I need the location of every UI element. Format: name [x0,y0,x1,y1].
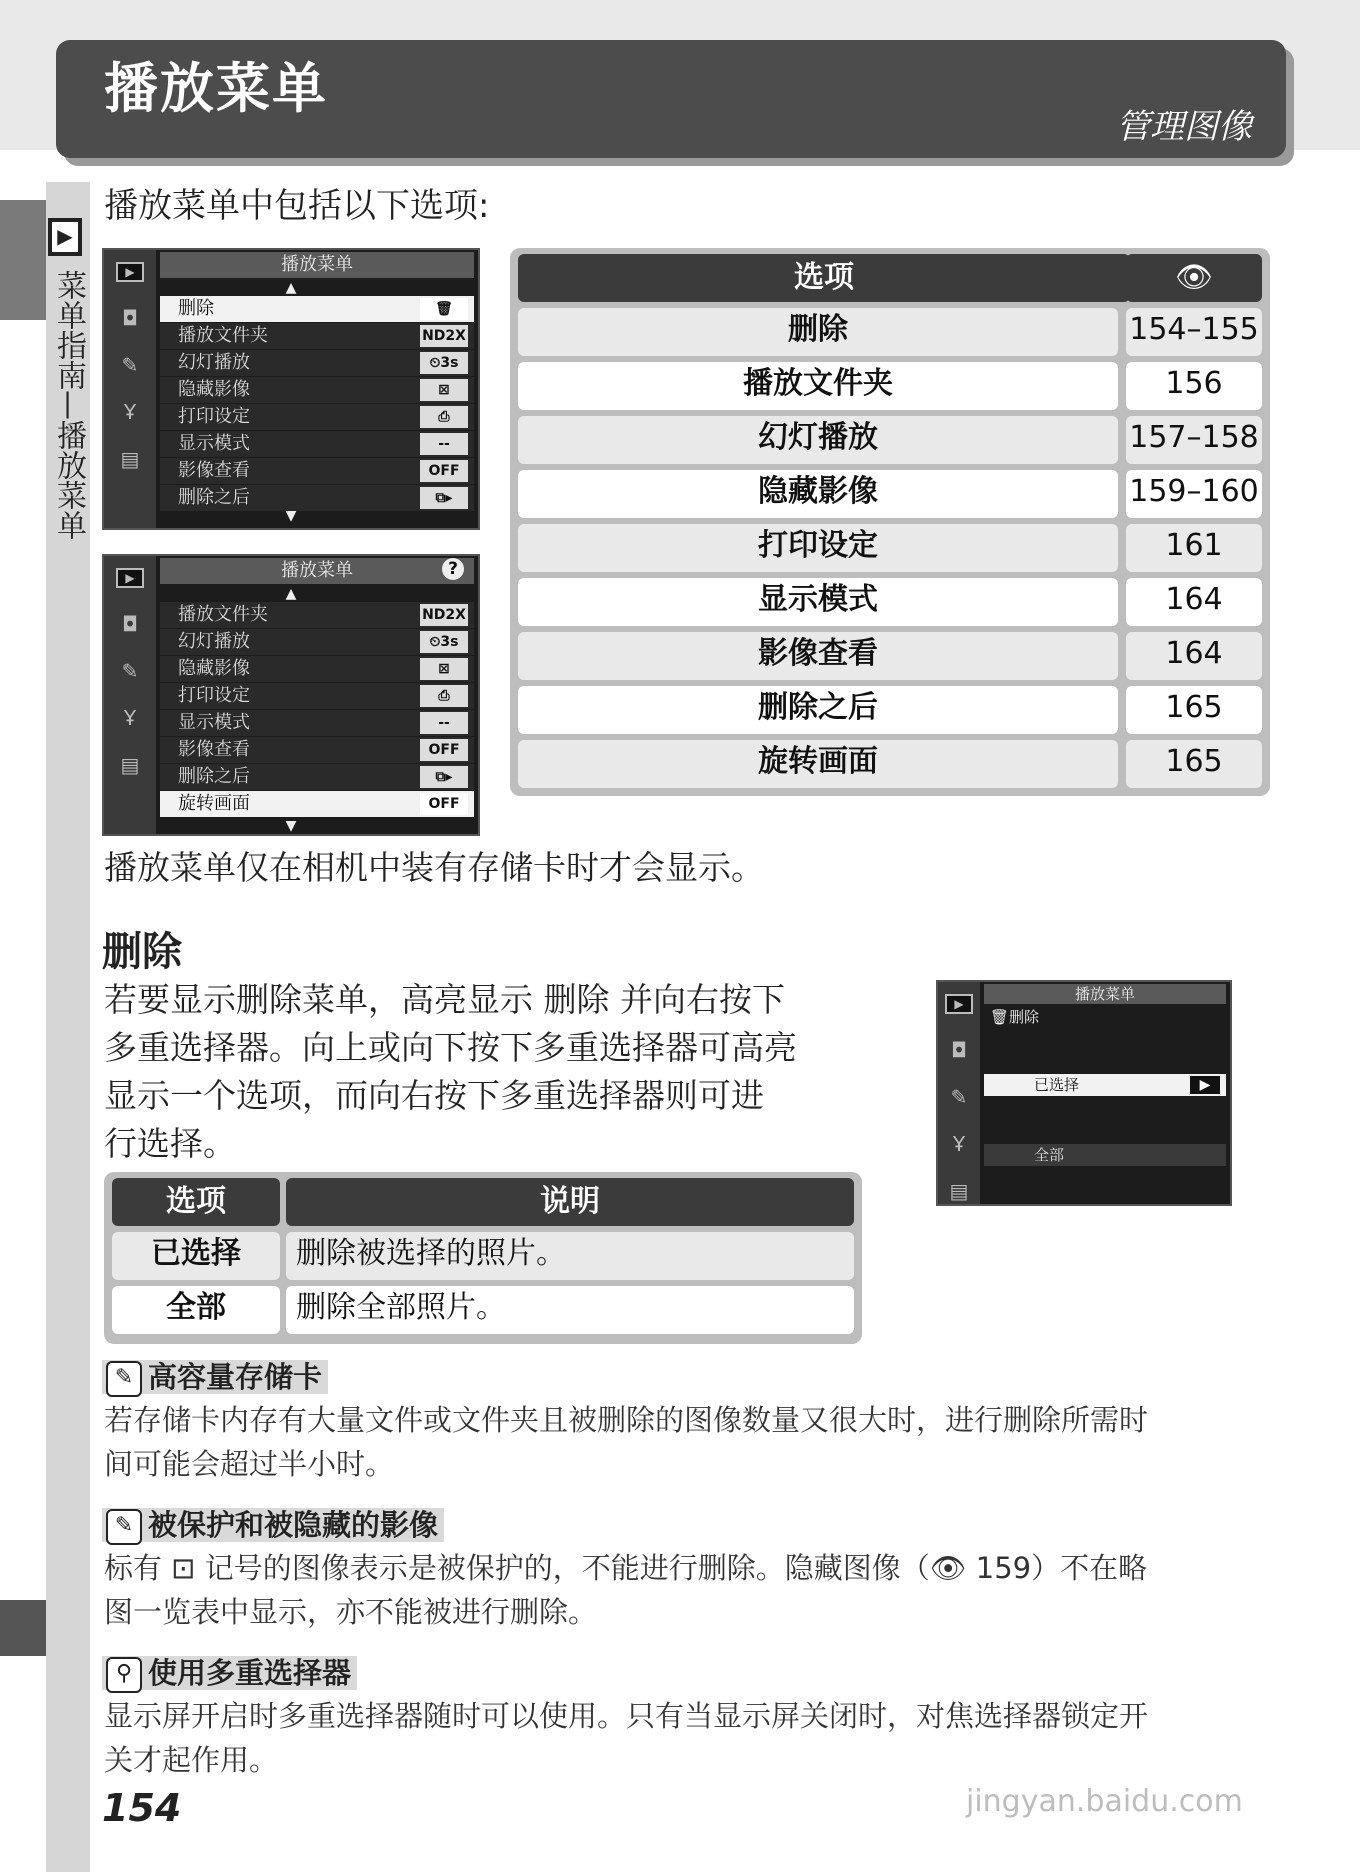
note-heading-high-capacity: ✎ 高容量存储卡 [102,1360,328,1394]
help-icon: ? [442,558,464,580]
recent-settings-icon: ▤ [949,1179,969,1203]
table-cell-option: 幻灯播放 [518,416,1118,464]
playback-icon: ▶ [48,218,82,256]
table-cell-option: 影像查看 [518,632,1118,680]
scroll-down-icon: ▼ [285,508,297,524]
table-cell-page: 157–158 [1126,416,1262,464]
table-cell-option: 删除 [518,308,1118,356]
recent-settings-icon: ▤ [120,753,140,777]
table-header-description: 说明 [286,1178,854,1226]
play-icon: ▶ [116,568,144,588]
side-tab-marker [0,200,46,320]
section-heading-delete: 删除 [102,929,182,975]
table-cell-page: 164 [1126,632,1262,680]
pencil-note-icon: ✎ [106,1361,142,1397]
sidebar-label: 菜单指南—播放菜单 [51,270,86,540]
page-number: 154 [102,1786,182,1830]
watermark-text: jingyan.baidu.com [966,1784,1243,1819]
recent-settings-icon: ▤ [120,447,140,471]
camera-menu-title: 播放菜单 [984,984,1226,1004]
camera-menu-title: 播放菜单 [160,558,474,584]
table-cell-option: 旋转画面 [518,740,1118,788]
table-header-option: 选项 [518,254,1130,302]
table-cell-page: 165 [1126,686,1262,734]
table-cell-option: 全部 [112,1286,280,1334]
camera-menu-item[interactable]: 打印设定 ⎙ [160,683,474,709]
table-cell-description: 删除全部照片。 [286,1286,854,1334]
camera-menu-item[interactable]: 删除之后 ⧉▸ [160,485,474,511]
pencil-icon: ✎ [121,659,139,683]
camera-icon: ◘ [122,612,138,636]
note-heading-multi-selector: ⚲ 使用多重选择器 [102,1656,357,1690]
note-heading-protected-images: ✎ 被保护和被隐藏的影像 [102,1508,444,1542]
play-icon: ▶ [116,262,144,282]
camera-menu-item[interactable]: 删除之后 ⧉▸ [160,764,474,790]
wrench-icon: Ұ [952,1132,966,1156]
play-icon: ▶ [945,994,973,1014]
camera-menu-item[interactable]: 旋转画面 OFF [160,791,474,817]
camera-menu-sidebar [938,982,980,1204]
table-cell-option: 播放文件夹 [518,362,1118,410]
note-paragraph-line: 若存储卡内存有大量文件或文件夹且被删除的图像数量又很大时，进行删除所需时 [104,1403,1149,1437]
camera-delete-screen [936,980,1232,1206]
camera-menu-item[interactable]: 播放文件夹 ND2X [160,323,474,349]
camera-menu-item[interactable]: 播放文件夹 ND2X [160,602,474,628]
pencil-icon: ✎ [950,1085,968,1109]
reference-eye-icon: 👁 [1126,254,1262,302]
camera-menu-item[interactable]: 隐藏影像 ⊠ [160,377,474,403]
camera-menu-item[interactable]: 打印设定 ⎙ [160,404,474,430]
page-subtitle: 管理图像 [1116,107,1252,147]
camera-menu-screen-2 [102,554,480,836]
card-required-note: 播放菜单仅在相机中装有存储卡时才会显示。 [104,848,764,887]
side-tab-marker-bottom [0,1600,46,1656]
scroll-down-icon: ▼ [285,818,297,834]
camera-menu-item-all[interactable]: 全部 [984,1144,1226,1166]
pencil-note-icon: ✎ [106,1509,142,1545]
camera-menu-item[interactable]: 显示模式 -- [160,710,474,736]
pencil-icon: ✎ [121,353,139,377]
camera-menu-item[interactable]: 删除 🗑 [160,296,474,322]
table-cell-page: 156 [1126,362,1262,410]
table-cell-description: 删除被选择的照片。 [286,1232,854,1280]
table-header-option: 选项 [112,1178,280,1226]
wrench-icon: Ұ [123,706,137,730]
camera-menu-item[interactable]: 幻灯播放 ⏲3s [160,629,474,655]
camera-menu-title: 播放菜单 [160,252,474,278]
table-cell-page: 159–160 [1126,470,1262,518]
camera-menu-item[interactable]: 影像查看 OFF [160,458,474,484]
table-cell-page: 165 [1126,740,1262,788]
camera-submenu-title: 🗑删除 [990,1008,1040,1026]
camera-menu-item-selected[interactable]: 已选择 ▶ [984,1074,1226,1096]
note-paragraph-line: 图一览表中显示，亦不能被进行删除。 [104,1595,598,1629]
options-table [510,248,1270,796]
note-paragraph-line: 显示屏开启时多重选择器随时可以使用。只有当显示屏关闭时，对焦选择器锁定开 [104,1699,1149,1733]
camera-icon: ◘ [122,306,138,330]
camera-menu-item[interactable]: 隐藏影像 ⊠ [160,656,474,682]
camera-menu-item[interactable]: 影像查看 OFF [160,737,474,763]
delete-paragraph-line: 多重选择器。向上或向下按下多重选择器可高亮 [104,1028,797,1067]
wrench-icon: Ұ [123,400,137,424]
table-cell-option: 打印设定 [518,524,1118,572]
camera-menu-item[interactable]: 幻灯播放 ⏲3s [160,350,474,376]
delete-options-table [104,1172,862,1344]
page-header [56,40,1286,158]
delete-paragraph-line: 显示一个选项，而向右按下多重选择器则可进 [104,1076,764,1115]
note-paragraph-line: 标有 ⊡ 记号的图像表示是被保护的，不能进行删除。隐藏图像（👁 159）不在略 [104,1551,1148,1585]
delete-paragraph-line: 行选择。 [104,1124,236,1163]
table-cell-page: 154–155 [1126,308,1262,356]
camera-menu-screen-1 [102,248,480,530]
magnifier-note-icon: ⚲ [106,1657,142,1693]
table-cell-page: 164 [1126,578,1262,626]
scroll-up-icon: ▲ [285,280,297,296]
table-cell-page: 161 [1126,524,1262,572]
table-cell-option: 已选择 [112,1232,280,1280]
table-cell-option: 隐藏影像 [518,470,1118,518]
page-title: 播放菜单 [104,57,328,120]
note-paragraph-line: 间可能会超过半小时。 [104,1447,395,1481]
note-paragraph-line: 关才起作用。 [104,1743,279,1777]
intro-text: 播放菜单中包括以下选项: [104,186,490,226]
scroll-up-icon: ▲ [285,586,297,602]
camera-menu-item[interactable]: 显示模式 -- [160,431,474,457]
delete-paragraph-line: 若要显示删除菜单，高亮显示 删除 并向右按下 [104,980,785,1019]
camera-icon: ◘ [951,1038,967,1062]
table-cell-option: 删除之后 [518,686,1118,734]
table-cell-option: 显示模式 [518,578,1118,626]
